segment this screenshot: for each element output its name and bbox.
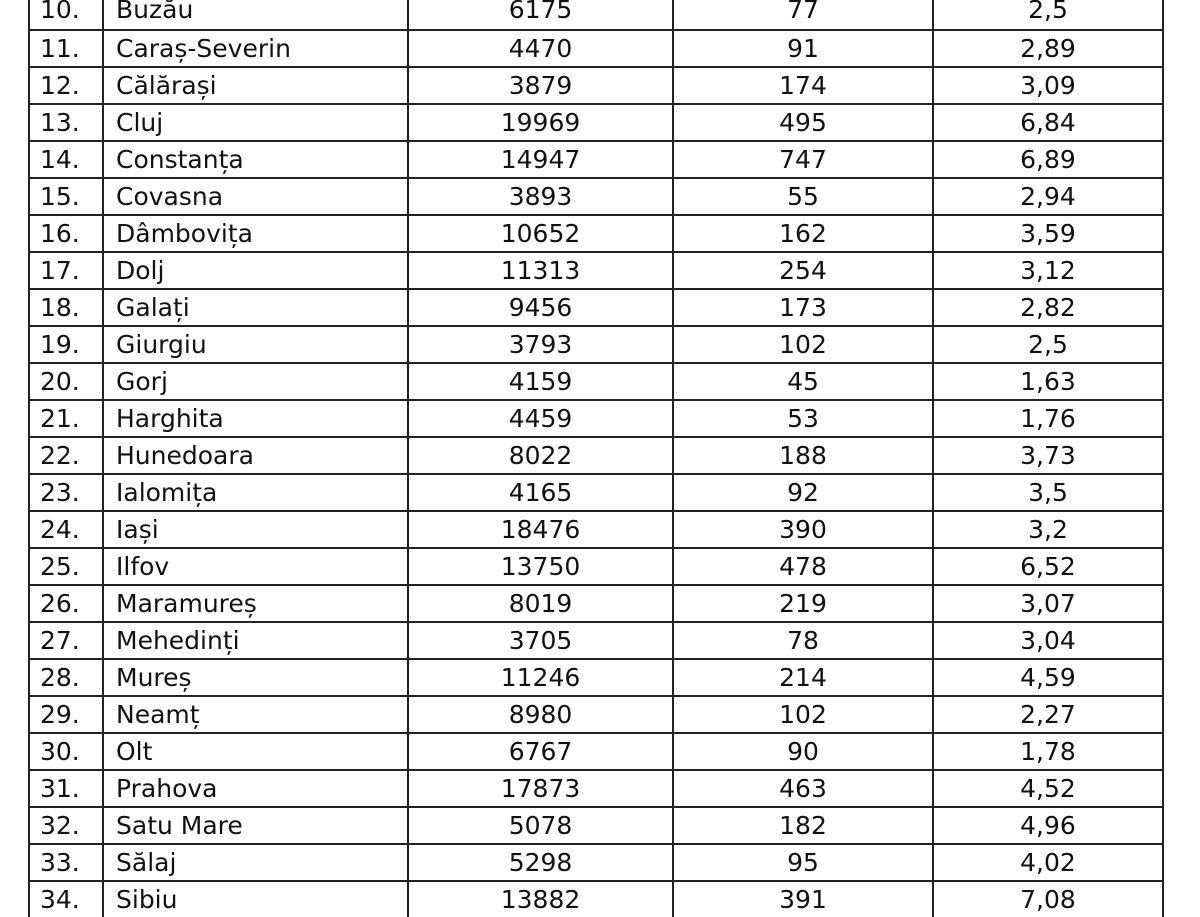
value-c-cell: 1,76 (934, 401, 1164, 436)
row-number-cell: 12. (28, 68, 104, 103)
value-c-cell: 6,89 (934, 142, 1164, 177)
row-number-cell: 28. (28, 660, 104, 695)
table-row (28, 473, 1164, 510)
table-row (28, 325, 1164, 362)
table-row (28, 769, 1164, 806)
county-name-cell: Ilfov (104, 549, 409, 584)
value-b-cell: 219 (674, 586, 934, 621)
county-name-cell: Iași (104, 512, 409, 547)
table-row (28, 29, 1164, 66)
county-name-cell: Caraș-Severin (104, 31, 409, 66)
county-name-cell: Dâmbovița (104, 216, 409, 251)
row-number-cell: 30. (28, 734, 104, 769)
county-name-cell: Gorj (104, 364, 409, 399)
data-table (28, 0, 1164, 917)
row-number-cell: 20. (28, 364, 104, 399)
row-number-cell: 14. (28, 142, 104, 177)
value-a-cell: 8980 (409, 697, 674, 732)
value-b-cell: 747 (674, 142, 934, 177)
value-c-cell: 6,84 (934, 105, 1164, 140)
table-row (28, 0, 1164, 29)
value-b-cell: 463 (674, 771, 934, 806)
value-c-cell: 4,02 (934, 845, 1164, 880)
row-number-cell: 19. (28, 327, 104, 362)
table-row (28, 584, 1164, 621)
row-number-cell: 32. (28, 808, 104, 843)
value-a-cell: 4165 (409, 475, 674, 510)
row-number-cell: 26. (28, 586, 104, 621)
table-row (28, 251, 1164, 288)
value-c-cell: 2,94 (934, 179, 1164, 214)
county-name-cell: Sibiu (104, 882, 409, 917)
value-b-cell: 174 (674, 68, 934, 103)
value-a-cell: 6767 (409, 734, 674, 769)
county-name-cell: Giurgiu (104, 327, 409, 362)
table-row (28, 843, 1164, 880)
row-number-cell: 15. (28, 179, 104, 214)
row-number-cell: 27. (28, 623, 104, 658)
value-a-cell: 3793 (409, 327, 674, 362)
value-b-cell: 478 (674, 549, 934, 584)
value-c-cell: 1,78 (934, 734, 1164, 769)
table-row (28, 140, 1164, 177)
county-name-cell: Mureș (104, 660, 409, 695)
row-number-cell: 16. (28, 216, 104, 251)
value-a-cell: 18476 (409, 512, 674, 547)
value-c-cell: 3,09 (934, 68, 1164, 103)
value-c-cell: 2,89 (934, 31, 1164, 66)
table-row (28, 399, 1164, 436)
value-c-cell: 2,82 (934, 290, 1164, 325)
table-row (28, 66, 1164, 103)
county-name-cell: Ialomița (104, 475, 409, 510)
value-a-cell: 13750 (409, 549, 674, 584)
county-name-cell: Covasna (104, 179, 409, 214)
row-number-cell: 22. (28, 438, 104, 473)
county-name-cell: Sălaj (104, 845, 409, 880)
value-a-cell: 4470 (409, 31, 674, 66)
value-b-cell: 214 (674, 660, 934, 695)
value-c-cell: 3,59 (934, 216, 1164, 251)
value-c-cell: 3,12 (934, 253, 1164, 288)
value-b-cell: 495 (674, 105, 934, 140)
row-number-cell: 34. (28, 882, 104, 917)
table-row (28, 436, 1164, 473)
county-name-cell: Harghita (104, 401, 409, 436)
value-b-cell: 92 (674, 475, 934, 510)
table-row (28, 732, 1164, 769)
value-b-cell: 45 (674, 364, 934, 399)
value-b-cell: 173 (674, 290, 934, 325)
value-b-cell: 390 (674, 512, 934, 547)
county-name-cell: Dolj (104, 253, 409, 288)
value-a-cell: 3705 (409, 623, 674, 658)
table-row (28, 510, 1164, 547)
county-name-cell: Cluj (104, 105, 409, 140)
value-b-cell: 77 (674, 0, 934, 29)
value-a-cell: 17873 (409, 771, 674, 806)
value-a-cell: 8022 (409, 438, 674, 473)
value-c-cell: 2,5 (934, 0, 1164, 29)
table-row (28, 695, 1164, 732)
row-number-cell: 29. (28, 697, 104, 732)
value-a-cell: 4459 (409, 401, 674, 436)
value-a-cell: 5078 (409, 808, 674, 843)
row-number-cell: 33. (28, 845, 104, 880)
value-a-cell: 9456 (409, 290, 674, 325)
value-a-cell: 4159 (409, 364, 674, 399)
value-b-cell: 102 (674, 697, 934, 732)
table-row (28, 288, 1164, 325)
table-row (28, 621, 1164, 658)
value-b-cell: 91 (674, 31, 934, 66)
county-name-cell: Maramureș (104, 586, 409, 621)
value-c-cell: 7,08 (934, 882, 1164, 917)
table-row (28, 658, 1164, 695)
value-b-cell: 95 (674, 845, 934, 880)
county-name-cell: Galați (104, 290, 409, 325)
row-number-cell: 25. (28, 549, 104, 584)
value-c-cell: 4,52 (934, 771, 1164, 806)
table-row (28, 547, 1164, 584)
table-row (28, 880, 1164, 917)
county-name-cell: Hunedoara (104, 438, 409, 473)
value-b-cell: 182 (674, 808, 934, 843)
value-c-cell: 4,96 (934, 808, 1164, 843)
county-name-cell: Neamț (104, 697, 409, 732)
county-name-cell: Satu Mare (104, 808, 409, 843)
value-b-cell: 78 (674, 623, 934, 658)
value-a-cell: 19969 (409, 105, 674, 140)
value-b-cell: 188 (674, 438, 934, 473)
value-b-cell: 90 (674, 734, 934, 769)
county-name-cell: Mehedinți (104, 623, 409, 658)
value-b-cell: 391 (674, 882, 934, 917)
value-b-cell: 254 (674, 253, 934, 288)
value-c-cell: 2,27 (934, 697, 1164, 732)
value-a-cell: 3893 (409, 179, 674, 214)
value-a-cell: 5298 (409, 845, 674, 880)
row-number-cell: 23. (28, 475, 104, 510)
county-name-cell: Buzău (104, 0, 409, 29)
row-number-cell: 31. (28, 771, 104, 806)
value-b-cell: 55 (674, 179, 934, 214)
value-a-cell: 14947 (409, 142, 674, 177)
value-a-cell: 13882 (409, 882, 674, 917)
value-c-cell: 2,5 (934, 327, 1164, 362)
value-c-cell: 4,59 (934, 660, 1164, 695)
row-number-cell: 21. (28, 401, 104, 436)
value-b-cell: 162 (674, 216, 934, 251)
value-c-cell: 3,2 (934, 512, 1164, 547)
value-a-cell: 8019 (409, 586, 674, 621)
county-name-cell: Prahova (104, 771, 409, 806)
table-row (28, 103, 1164, 140)
value-a-cell: 6175 (409, 0, 674, 29)
table-row (28, 362, 1164, 399)
table-row (28, 214, 1164, 251)
value-b-cell: 53 (674, 401, 934, 436)
county-name-cell: Olt (104, 734, 409, 769)
value-c-cell: 6,52 (934, 549, 1164, 584)
table-row (28, 177, 1164, 214)
row-number-cell: 18. (28, 290, 104, 325)
row-number-cell: 10. (28, 0, 104, 29)
value-a-cell: 11246 (409, 660, 674, 695)
row-number-cell: 24. (28, 512, 104, 547)
value-c-cell: 3,5 (934, 475, 1164, 510)
county-name-cell: Călărași (104, 68, 409, 103)
value-c-cell: 3,07 (934, 586, 1164, 621)
county-name-cell: Constanța (104, 142, 409, 177)
value-c-cell: 1,63 (934, 364, 1164, 399)
value-b-cell: 102 (674, 327, 934, 362)
row-number-cell: 17. (28, 253, 104, 288)
value-c-cell: 3,04 (934, 623, 1164, 658)
value-a-cell: 11313 (409, 253, 674, 288)
row-number-cell: 13. (28, 105, 104, 140)
value-c-cell: 3,73 (934, 438, 1164, 473)
row-number-cell: 11. (28, 31, 104, 66)
value-a-cell: 10652 (409, 216, 674, 251)
table-row (28, 806, 1164, 843)
value-a-cell: 3879 (409, 68, 674, 103)
